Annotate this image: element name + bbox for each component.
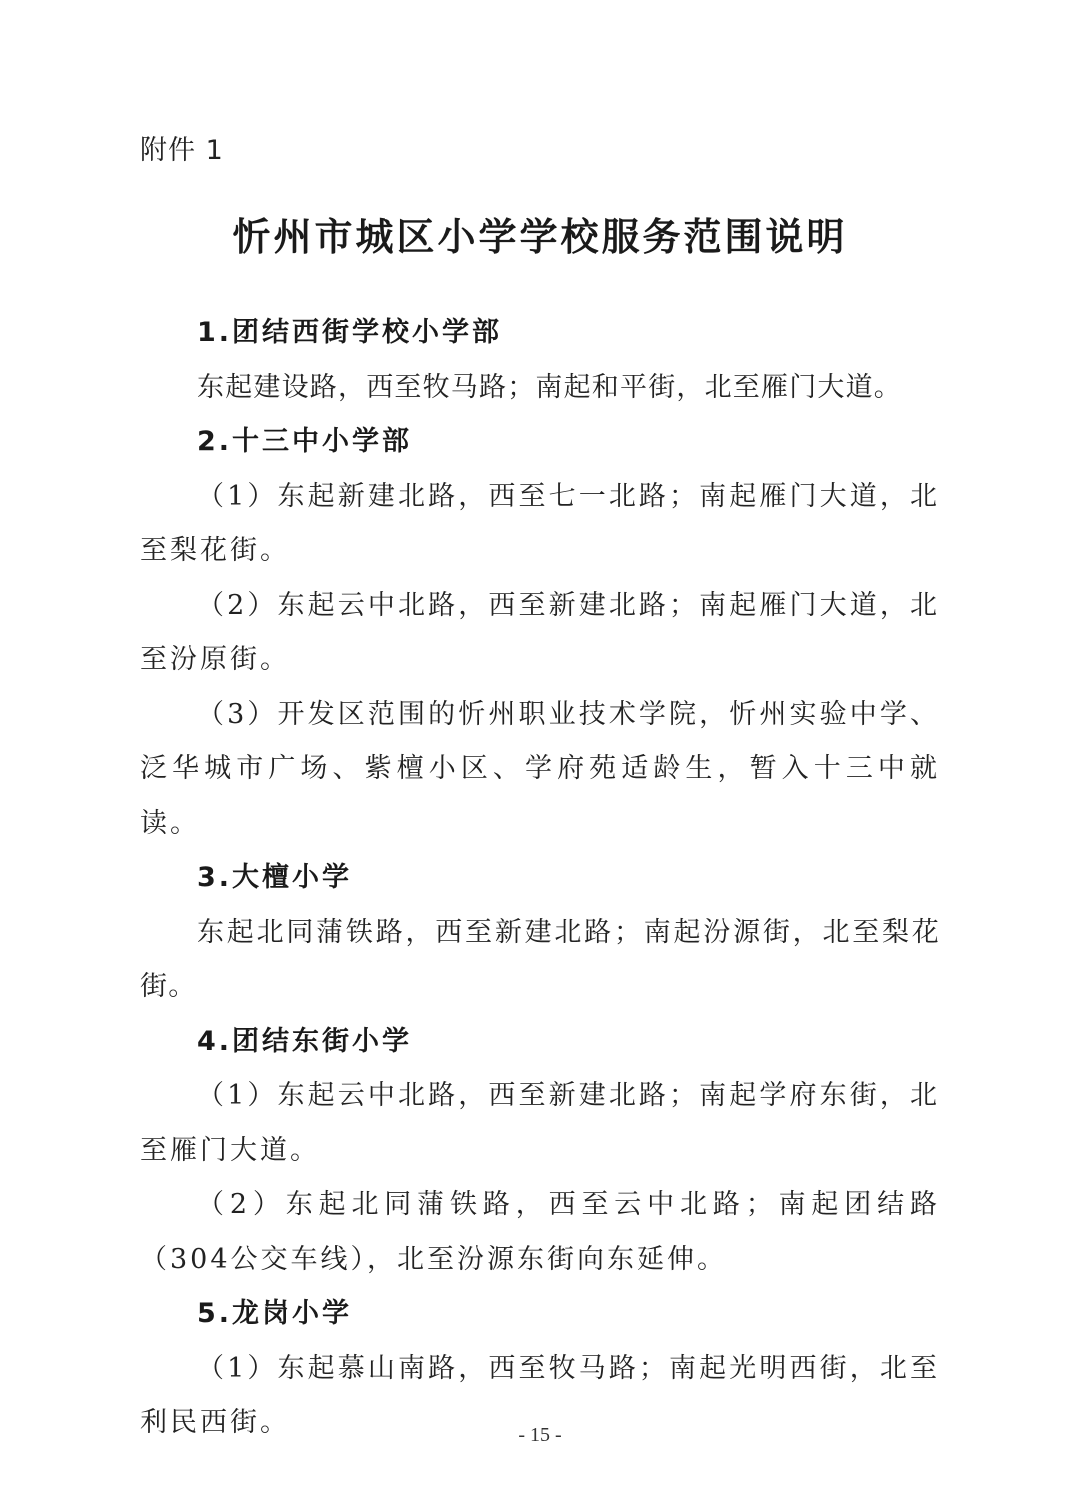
range-paragraph: （1）东起慕山南路，西至牧马路；南起光明西街，北至利民西街。	[140, 1352, 940, 1438]
section-heading: 4.团结东街小学	[197, 1025, 413, 1057]
document-title: 忻州市城区小学学校服务范围说明	[232, 215, 848, 259]
range-paragraph: （2）东起北同蒲铁路，西至云中北路；南起团结路（304公交车线），北至汾源东街向东延伸。	[140, 1189, 940, 1275]
section-heading: 3.大檀小学	[197, 862, 353, 893]
range-paragraph: （1）东起云中北路，西至新建北路；南起学府东街，北至雁门大道。	[140, 1080, 940, 1166]
attachment-label: 附件 1	[140, 135, 224, 166]
range-paragraph: 东起建设路，西至牧马路；南起和平街，北至雁门大道。	[197, 371, 902, 403]
range-paragraph: （2）东起云中北路，西至新建北路；南起雁门大道，北至汾原街。	[140, 589, 940, 675]
range-paragraph: （3）开发区范围的忻州职业技术学院，忻州实验中学、泛华城市广场、紫檀小区、学府苑适龄生，暂入十三中就读。	[140, 698, 940, 839]
range-paragraph: 东起北同蒲铁路，西至新建北路；南起汾源街，北至梨花街。	[140, 916, 940, 1002]
section-heading: 2.十三中小学部	[197, 426, 413, 457]
page-number: - 15 -	[518, 1424, 562, 1446]
document-body	[140, 306, 940, 1451]
range-paragraph: （1）东起新建北路，西至七一北路；南起雁门大道，北至梨花街。	[140, 480, 940, 566]
section-heading: 5.龙岗小学	[197, 1298, 353, 1329]
section-heading: 1.团结西街学校小学部	[197, 317, 503, 348]
